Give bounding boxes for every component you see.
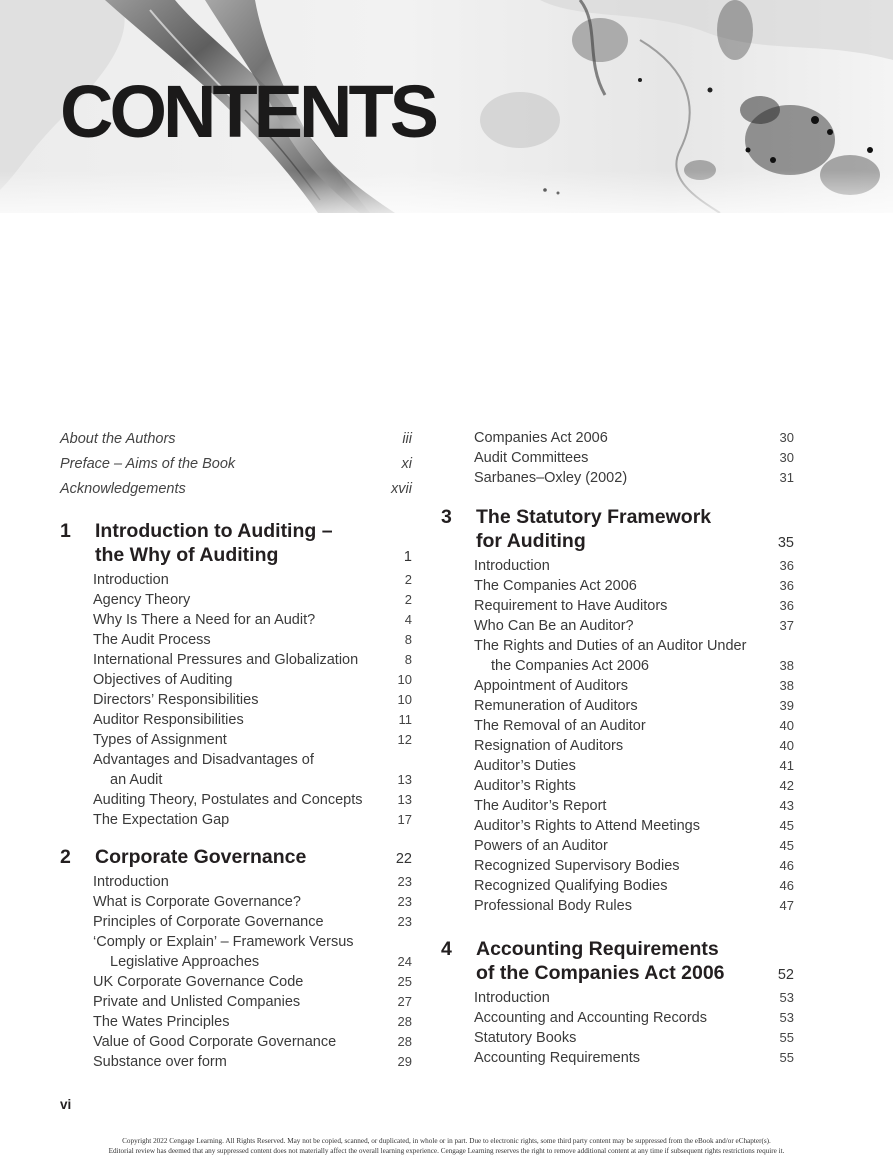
toc-item-label-line: Substance over form [93,1054,227,1070]
toc-item[interactable] [60,932,412,972]
toc-item-label [474,448,794,468]
chapter-title: Accounting Requirements of the Companies Act 2006 [476,938,725,984]
toc-item[interactable] [441,616,794,636]
toc-item-label [93,1012,412,1032]
toc-item[interactable] [441,556,794,576]
front-matter-page: xi [401,456,412,472]
toc-item[interactable] [60,670,412,690]
toc-item-page: 11 [398,712,412,727]
front-matter-item[interactable] [60,428,412,453]
toc-item[interactable] [60,1032,412,1052]
toc-item-label-line: Audit Committees [474,450,589,466]
toc-item-page: 40 [779,738,794,753]
toc-item-label [474,576,794,596]
chapter-title: Corporate Governance [95,846,307,868]
front-matter-page: iii [402,431,412,447]
toc-item[interactable] [60,1012,412,1032]
toc-item-label-line: Introduction [474,558,550,574]
toc-item-label [474,596,794,616]
toc-item-page: 13 [397,772,412,787]
toc-item-label-line: Types of Assignment [93,732,227,748]
chapter-items [441,988,794,1068]
toc-item-page: 41 [779,758,794,773]
toc-item[interactable] [441,676,794,696]
toc-item-label-line: Introduction [93,572,169,588]
chapter-3 [441,505,794,916]
toc-item-label [93,972,412,992]
toc-item-label [474,736,794,756]
toc-item-label-line: Accounting and Accounting Records [474,1010,707,1026]
toc-item-label [93,872,412,892]
toc-item-label [474,1048,794,1068]
toc-item-label [93,790,412,810]
toc-item-label-line: Auditor Responsibilities [93,712,244,728]
chapter-1 [60,519,412,830]
toc-item-page: 46 [779,858,794,873]
toc-item-label [93,730,412,750]
toc-item-label [93,570,412,590]
toc-item-label-line: Why Is There a Need for an Audit? [93,612,316,628]
toc-item-page: 28 [397,1014,412,1029]
toc-item-label [474,556,794,576]
toc-item[interactable] [441,1008,794,1028]
front-matter-label: Acknowledgements [60,481,186,497]
toc-item[interactable] [60,892,412,912]
toc-item-label-line: UK Corporate Governance Code [93,974,304,990]
toc-item[interactable] [441,576,794,596]
toc-item-label-line: The Expectation Gap [93,812,230,828]
toc-item-page: 36 [779,578,794,593]
toc-item-label-line: Value of Good Corporate Governance [93,1034,337,1050]
chapter-number: 1 [60,520,71,542]
toc-item-label [474,696,794,716]
toc-item[interactable] [60,710,412,730]
toc-item-label-line: Resignation of Auditors [474,738,624,754]
toc-item[interactable] [441,736,794,756]
front-matter-list [60,428,412,503]
toc-right-column [441,428,794,1068]
toc-item[interactable] [441,1048,794,1068]
toc-item[interactable] [60,872,412,892]
toc-item[interactable] [441,836,794,856]
toc-item-label [93,710,412,730]
toc-item-label-line: Statutory Books [474,1030,577,1046]
toc-item-page: 2 [404,572,412,587]
toc-item-label [474,988,794,1008]
chapter-page: 35 [777,535,794,551]
toc-item-label [474,796,794,816]
toc-item[interactable] [60,810,412,830]
chapter-page: 1 [403,549,412,565]
chapter-heading[interactable] [441,937,794,985]
toc-item-page: 10 [397,692,412,707]
toc-item-page: 36 [779,598,794,613]
toc-item-label-line: ‘Comply or Explain’ – Framework Versus [93,934,354,950]
chapter-heading[interactable] [60,845,412,869]
toc-item-label-line: Recognized Qualifying Bodies [474,878,668,894]
chapter-heading[interactable] [441,505,794,553]
toc-item-label-line: Requirement to Have Auditors [474,598,668,614]
toc-item-label-line: Remuneration of Auditors [474,698,638,714]
toc-item-label-line: Sarbanes–Oxley (2002) [474,470,628,486]
chapter-2 [60,845,412,1072]
toc-item-label-line: Private and Unlisted Companies [93,994,301,1010]
chapter-page: 22 [395,851,412,867]
toc-item-page: 30 [779,430,794,445]
toc-item-page: 23 [397,894,412,909]
toc-item[interactable] [60,690,412,710]
toc-item-label-line: Auditor’s Rights to Attend Meetings [474,818,700,834]
toc-item-label-line: Companies Act 2006 [474,430,608,446]
toc-item-page: 46 [779,878,794,893]
toc-item-label-line: Principles of Corporate Governance [93,914,324,930]
toc-item[interactable] [441,796,794,816]
toc-item-label [474,816,794,836]
toc-item-label-line: The Audit Process [93,632,211,648]
toc-item[interactable] [60,630,412,650]
toc-item-label [474,468,794,488]
toc-item-label-continuation: the Companies Act 2006 [491,658,649,674]
toc-item[interactable] [441,988,794,1008]
toc-item-page: 10 [397,672,412,687]
toc-item-label [474,1028,794,1048]
toc-item-label-line: The Auditor’s Report [474,798,607,814]
toc-item[interactable] [60,912,412,932]
chapter-page: 52 [777,967,794,983]
toc-item-label-line: Advantages and Disadvantages of [93,752,314,768]
toc-item[interactable] [441,876,794,896]
toc-item[interactable] [441,596,794,616]
page-number: vi [60,1097,72,1112]
toc-item-label-line: Introduction [474,990,550,1006]
toc-item-label [474,756,794,776]
toc-item-label [474,636,794,676]
toc-item-page: 40 [779,718,794,733]
chapter-number: 3 [441,506,452,528]
toc-item-page: 24 [397,954,412,969]
front-matter-label: About the Authors [60,431,176,447]
toc-item-page: 27 [397,994,412,1009]
toc-item-label-line: Appointment of Auditors [474,678,628,694]
toc-item[interactable] [60,790,412,810]
toc-item-label [474,1008,794,1028]
toc-item-label-line: The Rights and Duties of an Auditor Under [474,638,747,654]
toc-item-page: 12 [397,732,412,747]
chapter-title: Introduction to Auditing – the Why of Auditing [95,520,333,566]
toc-item-page: 36 [779,558,794,573]
toc-item-page: 37 [779,618,794,633]
toc-item-label [474,616,794,636]
toc-item-page: 55 [779,1030,794,1045]
toc-item-label-continuation: an Audit [110,772,163,788]
chapter-title: The Statutory Framework for Auditing [476,506,712,552]
toc-item-label [93,1052,412,1072]
toc-item[interactable] [441,816,794,836]
toc-item-page: 45 [779,838,794,853]
toc-item[interactable] [441,448,794,468]
toc-item-page: 17 [397,812,412,827]
toc-item-label-line: Directors’ Responsibilities [93,692,259,708]
toc-item-page: 53 [779,990,794,1005]
toc-item-page: 47 [779,898,794,913]
toc-item-label [474,836,794,856]
toc-item-label-line: Powers of an Auditor [474,838,608,854]
toc-item-label [93,690,412,710]
toc-item[interactable] [441,428,794,448]
toc-item[interactable] [441,468,794,488]
toc-item[interactable] [441,636,794,676]
chapter-items [441,556,794,916]
toc-item-page: 38 [779,658,794,673]
toc-item[interactable] [60,650,412,670]
toc-item[interactable] [60,972,412,992]
front-matter-item[interactable] [60,453,412,478]
toc-item-label-line: Auditor’s Rights [474,778,576,794]
toc-item-page: 42 [779,778,794,793]
copyright-line: Editorial review has deemed that any suppressed content does not materially affect the overall learning experience. Cengage Learning reserves the right to remove additional content at any time if subsequent rights restrictions require it. [108,1147,785,1155]
toc-item-label-line: Who Can Be an Auditor? [474,618,634,634]
toc-item[interactable] [441,856,794,876]
toc-item[interactable] [441,1028,794,1048]
toc-item-label [93,630,412,650]
toc-item-label-line: The Companies Act 2006 [474,578,637,594]
toc-item[interactable] [60,992,412,1012]
toc-item-label [474,776,794,796]
toc-item-page: 55 [779,1050,794,1065]
toc-item-label [474,716,794,736]
toc-item-page: 8 [404,652,412,667]
page-title: CONTENTS [60,70,435,153]
toc-item[interactable] [60,730,412,750]
toc-item-label-line: The Removal of an Auditor [474,718,646,734]
toc-item-page: 31 [779,470,794,485]
toc-item-label [93,912,412,932]
copyright-notice [0,1136,893,1156]
toc-item-label [93,590,412,610]
toc-item[interactable] [60,610,412,630]
chapter-items [60,570,412,830]
toc-item-label [93,670,412,690]
toc-item-page: 30 [779,450,794,465]
toc-item-label-line: Auditing Theory, Postulates and Concepts [93,792,363,808]
toc-item-label-continuation: Legislative Approaches [110,954,260,970]
toc-item-page: 29 [397,1054,412,1069]
toc-item-page: 23 [397,874,412,889]
toc-item-label-line: International Pressures and Globalization [93,652,359,668]
toc-item-page: 39 [779,698,794,713]
toc-item[interactable] [441,756,794,776]
toc-item-label [93,750,412,790]
toc-item-label-line: What is Corporate Governance? [93,894,301,910]
toc-item-label [474,896,794,916]
toc-item[interactable] [441,696,794,716]
toc-item-page: 23 [397,914,412,929]
toc-item[interactable] [441,716,794,736]
toc-item-label [93,932,412,972]
toc-item-label [93,1032,412,1052]
chapter-items [60,872,412,1072]
toc-item[interactable] [60,590,412,610]
toc-item-label [93,992,412,1012]
toc-item-label [474,676,794,696]
front-matter-page: xvii [391,481,412,497]
chapter-2-continued-items [441,428,794,488]
toc-item[interactable] [441,776,794,796]
toc-item-page: 25 [397,974,412,989]
toc-item-label-line: Auditor’s Duties [474,758,576,774]
toc-item-page: 45 [779,818,794,833]
toc-item-label [93,810,412,830]
toc-item[interactable] [60,1052,412,1072]
toc-item-label-line: Professional Body Rules [474,898,632,914]
toc-item-label [93,892,412,912]
toc-item-page: 38 [779,678,794,693]
front-matter-item[interactable] [60,478,412,503]
toc-item[interactable] [60,750,412,790]
toc-item-label-line: Recognized Supervisory Bodies [474,858,680,874]
toc-item-label [93,610,412,630]
chapter-4 [441,937,794,1068]
toc-item-label-line: The Wates Principles [93,1014,230,1030]
toc-item-label-line: Objectives of Auditing [93,672,233,688]
toc-item-page: 8 [404,632,412,647]
toc-item-label [93,650,412,670]
toc-item-page: 53 [779,1010,794,1025]
toc-item-page: 2 [404,592,412,607]
toc-item-label [474,876,794,896]
toc-item-label-line: Introduction [93,874,169,890]
toc-item-label [474,856,794,876]
toc-item[interactable] [60,570,412,590]
toc-item-label-line: Accounting Requirements [474,1050,641,1066]
chapter-heading[interactable] [60,519,412,567]
chapter-number: 2 [60,846,71,868]
toc-left-column [60,428,412,1072]
toc-item-page: 4 [404,612,412,627]
toc-item[interactable] [441,896,794,916]
toc-item-page: 28 [397,1034,412,1049]
toc-item-page: 13 [397,792,412,807]
toc-item-label [474,428,794,448]
front-matter-label: Preface – Aims of the Book [60,456,236,472]
toc-item-page: 43 [779,798,794,813]
copyright-line: Copyright 2022 Cengage Learning. All Rights Reserved. May not be copied, scanned, or duplicated, in whole or in part. Due to electronic rights, some third party content may be suppressed from the eBook and/or eChapter(s). [122,1137,771,1145]
chapter-number: 4 [441,938,452,960]
toc-item-label-line: Agency Theory [93,592,191,608]
